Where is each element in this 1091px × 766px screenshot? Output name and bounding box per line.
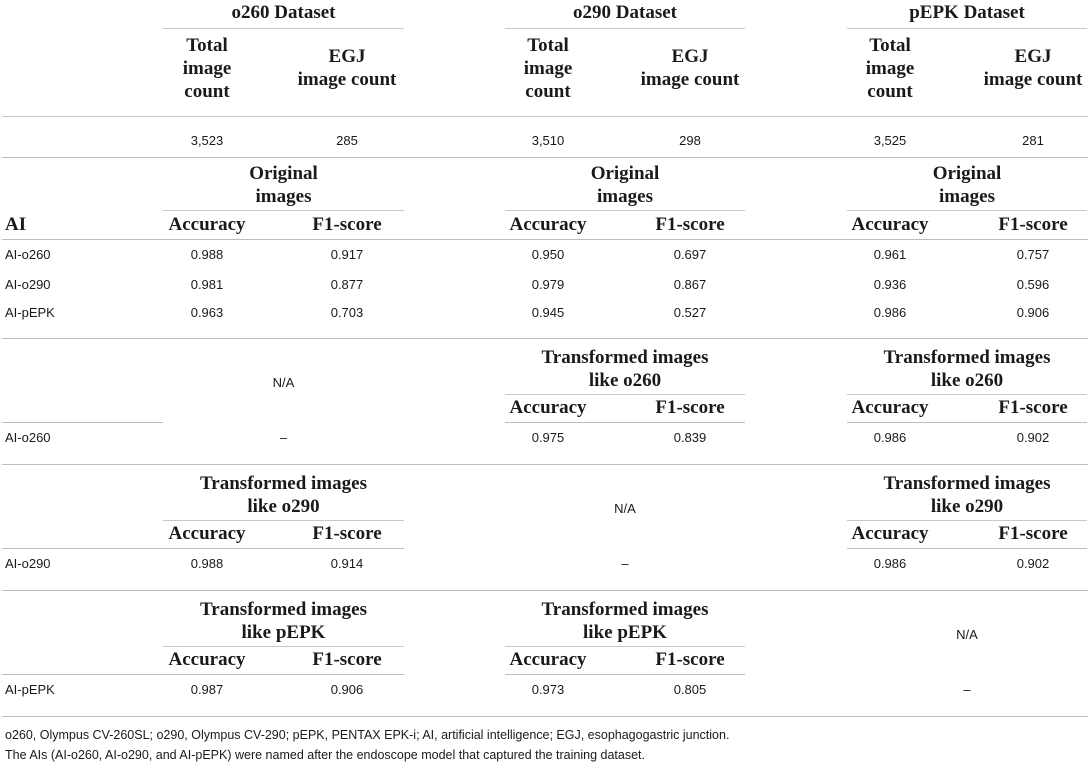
dataset-header: o260 Dataset (231, 2, 336, 23)
egj-count-header: image count (297, 69, 397, 90)
f1-score-value: 0.839 (673, 430, 707, 445)
accuracy-value: 0.986 (873, 305, 907, 320)
transformed-images-header: Transformed images (883, 347, 1051, 368)
f1-score-header: F1-score (655, 649, 725, 670)
not-applicable-dash: – (963, 682, 971, 697)
not-applicable-label: N/A (956, 627, 978, 642)
egj-count-header: EGJ (1014, 46, 1052, 67)
dataset-header-rule (163, 28, 404, 29)
transformed-images-header: like o260 (930, 370, 1004, 391)
accuracy-header: Accuracy (851, 397, 929, 418)
accuracy-value: 0.988 (190, 247, 224, 262)
transformed-section-rule (2, 464, 1088, 465)
accuracy-header: Accuracy (168, 214, 246, 235)
transformed-row-label-rule (2, 422, 163, 423)
total-count-header: count (525, 81, 571, 102)
f1-score-value: 0.902 (1016, 430, 1050, 445)
f1-score-value: 0.906 (330, 682, 364, 697)
table-footnote: o260, Olympus CV-260SL; o290, Olympus CV-290; pEPK, PENTAX EPK-i; AI, artificial intelligence; EGJ, esophagogastric junction. (5, 728, 730, 742)
transformed-images-header: Transformed images (541, 347, 709, 368)
ai-row-label: AI-pEPK (5, 305, 55, 320)
accuracy-header: Accuracy (509, 397, 587, 418)
f1-score-header: F1-score (655, 214, 725, 235)
transformed-header-rule (847, 394, 1087, 395)
accuracy-header: Accuracy (168, 649, 246, 670)
f1-score-value: 0.877 (330, 277, 364, 292)
not-applicable-dash: – (279, 430, 288, 445)
transformed-images-header: like pEPK (241, 622, 326, 643)
egj-count-header: image count (640, 69, 740, 90)
f1-score-value: 0.703 (330, 305, 364, 320)
f1-score-value: 0.697 (673, 247, 707, 262)
accuracy-header: Accuracy (509, 649, 587, 670)
f1-score-value: 0.805 (673, 682, 707, 697)
accuracy-value: 0.986 (873, 556, 907, 571)
transformed-header-rule (163, 520, 404, 521)
transformed-images-header: like pEPK (583, 622, 667, 643)
transformed-images-header: Transformed images (200, 599, 367, 620)
f1-score-header: F1-score (998, 397, 1068, 418)
original-images-header: images (597, 186, 653, 207)
transformed-images-header: like o290 (247, 496, 320, 517)
accuracy-value: 0.988 (190, 556, 224, 571)
accuracy-value: 0.950 (531, 247, 565, 262)
transformed-images-header: Transformed images (541, 599, 709, 620)
transformed-images-header: Transformed images (200, 473, 367, 494)
total-count-header: image (182, 58, 232, 79)
f1-score-header: F1-score (655, 397, 725, 418)
accuracy-value: 0.979 (531, 277, 565, 292)
total-count-header: Total (869, 35, 911, 56)
header-bottom-rule (2, 116, 1088, 117)
transformed-header-rule (847, 520, 1087, 521)
f1-score-value: 0.596 (1016, 277, 1050, 292)
egj-count-value: 281 (1022, 133, 1044, 148)
ai-row-label: AI-o260 (5, 247, 51, 262)
ai-row-label: AI-o290 (5, 277, 51, 292)
transformed-section-rule (2, 716, 1088, 717)
dataset-header: pEPK Dataset (909, 2, 1025, 23)
dataset-header: o290 Dataset (573, 2, 677, 23)
original-images-rule (847, 210, 1087, 211)
f1-score-value: 0.867 (673, 277, 707, 292)
accuracy-value: 0.975 (531, 430, 565, 445)
original-images-header: images (939, 186, 995, 207)
total-count-header: Total (527, 35, 569, 56)
dataset-header-rule (847, 28, 1087, 29)
dataset-header-rule (505, 28, 745, 29)
total-count-header: image (865, 58, 915, 79)
total-count-header: count (184, 81, 230, 102)
accuracy-header: Accuracy (851, 214, 929, 235)
f1-score-header: F1-score (998, 523, 1068, 544)
original-images-header: Original (932, 163, 1002, 184)
f1-score-header: F1-score (312, 649, 382, 670)
transformed-row-label-rule (2, 674, 163, 675)
accuracy-value: 0.981 (190, 277, 224, 292)
total-count-value: 3,525 (873, 133, 907, 148)
transformed-images-header: like o260 (588, 370, 662, 391)
transformed-images-header: like o290 (930, 496, 1004, 517)
accuracy-header: Accuracy (509, 214, 587, 235)
total-count-header: Total (186, 35, 228, 56)
transformed-header-rule (163, 646, 404, 647)
egj-count-header: EGJ (671, 46, 709, 67)
table-footnote: The AIs (AI-o260, AI-o290, and AI-pEPK) were named after the endoscope model that captured the training dataset. (5, 748, 645, 762)
f1-score-header: F1-score (312, 523, 382, 544)
f1-score-value: 0.902 (1016, 556, 1050, 571)
original-section-rule (2, 338, 1088, 339)
egj-count-value: 298 (679, 133, 701, 148)
accuracy-value: 0.987 (190, 682, 224, 697)
egj-count-header: image count (983, 69, 1083, 90)
original-images-rule (505, 210, 745, 211)
f1-score-value: 0.917 (330, 247, 364, 262)
not-applicable-label: N/A (272, 375, 295, 390)
accuracy-value: 0.986 (873, 430, 907, 445)
not-applicable-label: N/A (614, 501, 636, 516)
f1-score-header: F1-score (998, 214, 1068, 235)
total-count-header: image (523, 58, 573, 79)
total-count-value: 3,510 (531, 133, 565, 148)
original-header-rule (2, 239, 1088, 240)
transformed-metrics-rule (163, 674, 404, 675)
original-images-rule (163, 210, 404, 211)
transformed-header-rule (505, 394, 745, 395)
transformed-metrics-rule (847, 422, 1087, 423)
ai-row-label: AI-pEPK (5, 682, 55, 697)
original-images-header: Original (249, 163, 318, 184)
ai-row-label: AI-o290 (5, 556, 51, 571)
total-count-value: 3,523 (190, 133, 224, 148)
transformed-metrics-rule (505, 422, 745, 423)
egj-count-header: EGJ (328, 46, 366, 67)
egj-count-value: 285 (336, 133, 358, 148)
transformed-row-label-rule (2, 548, 163, 549)
transformed-images-header: Transformed images (883, 473, 1051, 494)
f1-score-value: 0.757 (1016, 247, 1050, 262)
total-count-header: count (867, 81, 913, 102)
accuracy-value: 0.945 (531, 305, 565, 320)
accuracy-header: Accuracy (168, 523, 246, 544)
not-applicable-dash: – (621, 556, 629, 571)
transformed-header-rule (505, 646, 745, 647)
original-images-header: images (255, 186, 312, 207)
original-images-header: Original (590, 163, 660, 184)
accuracy-value: 0.973 (531, 682, 565, 697)
transformed-section-rule (2, 590, 1088, 591)
f1-score-value: 0.906 (1016, 305, 1050, 320)
transformed-metrics-rule (847, 548, 1087, 549)
f1-score-value: 0.914 (330, 556, 364, 571)
accuracy-value: 0.936 (873, 277, 907, 292)
counts-bottom-rule (2, 157, 1088, 158)
transformed-metrics-rule (505, 674, 745, 675)
ai-column-header: AI (5, 214, 27, 235)
accuracy-header: Accuracy (851, 523, 929, 544)
f1-score-header: F1-score (312, 214, 382, 235)
ai-row-label: AI-o260 (5, 430, 51, 445)
accuracy-value: 0.963 (190, 305, 224, 320)
transformed-metrics-rule (163, 548, 404, 549)
accuracy-value: 0.961 (873, 247, 907, 262)
f1-score-value: 0.527 (673, 305, 707, 320)
